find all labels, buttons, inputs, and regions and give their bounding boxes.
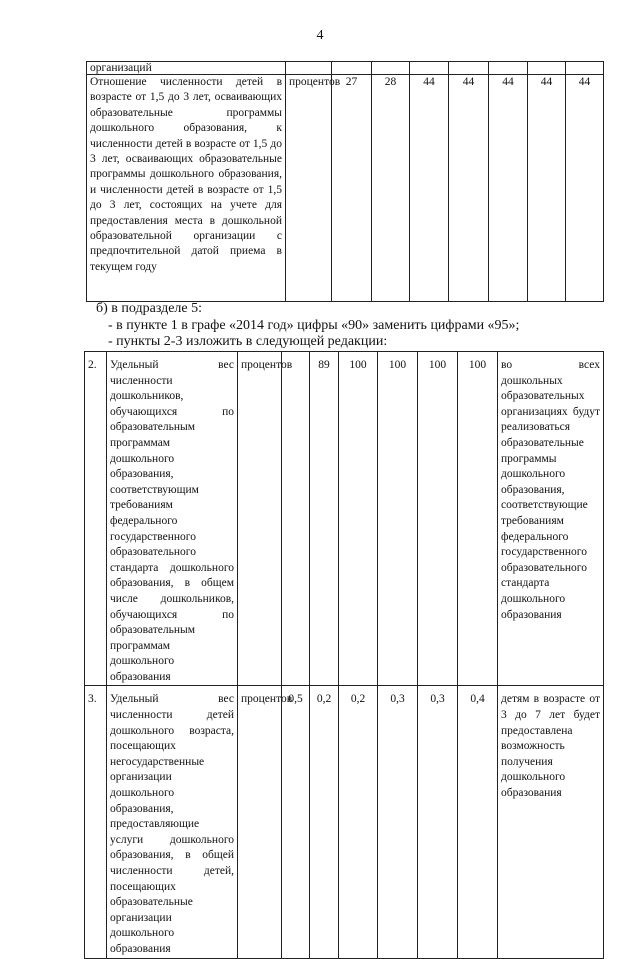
table-cell-unit: процентов [286,75,332,302]
table-cell-value: 89 [310,352,339,686]
table-cell-value: 100 [458,352,498,686]
table-cell-value: 100 [378,352,418,686]
table-cell-indicator: Отношение численности детей в возрасте от 1,5 до 3 лет, осваивающих образовательные программы дошкольного образования, к численности детей в возрасте от 1,5 до 3 лет, осваивающих образовательные программы дошкольного образования, и численности детей в возрасте от 1,5 до 3 лет, состоящих на учете для предоставления места в дошкольной образовательной организации с предпочтительной датой приема в текущем году [87,75,286,302]
table-cell-result: детям в возрасте от 3 до 7 лет будет предоставлена возможность получения дошкольного образования [498,686,604,958]
table-cell-indicator: организаций [87,62,286,75]
page-number: 4 [316,28,324,43]
table-cell-indicator: Удельный вес численности детей дошкольного возраста, посещающих негосударственные организации дошкольного образования, предоставляющие услуги дошкольного образования, в общей численности детей, посещающих образовательные организации дошкольного образования [107,686,238,958]
table-cell-value: 0,2 [339,686,378,958]
table-cell-value [282,352,310,686]
instruction-line: - в пункте 1 в графе «2014 год» цифры «90» заменить цифрами «95»; [108,317,520,333]
table-cell-value: 44 [449,75,489,302]
table-cell-value: 0,2 [310,686,339,958]
table-cell-indicator: Удельный вес численности дошкольников, обучающихся по образовательным программам дошкольного образования, соответствующим требованиям федерального государственного образовательного стандарта дошкольного образования, в общем числе дошкольников, обучающихся по образовательным программам дошкольного образования [107,352,238,686]
table-cell-value: 44 [489,75,528,302]
indicators-table-continued [86,61,604,302]
indicators-table [84,351,604,959]
table-cell-number: 2. [85,352,107,686]
table-cell-value: 0,5 [282,686,310,958]
table-cell-value: 44 [410,75,449,302]
instruction-line: б) в подразделе 5: [96,301,203,316]
table-cell-unit: процентов [238,686,282,958]
table-cell-value: 0,4 [458,686,498,958]
table-row [87,62,604,75]
table-cell-value: 100 [418,352,458,686]
table-cell-value: 100 [339,352,378,686]
table-cell-unit: процентов [238,352,282,686]
table-cell-value: 27 [332,75,372,302]
table-row [85,352,604,686]
amendment-instructions [96,301,616,351]
instruction-line: - пункты 2-3 изложить в следующей редакции: [108,334,388,349]
table-cell-value: 0,3 [418,686,458,958]
table-row [85,686,604,958]
table-cell-value: 28 [372,75,410,302]
table-cell-result: во всех дошкольных образовательных организациях будут реализоваться образовательные программы дошкольного образования, соответствующие требованиям федерального государственного образовательного стандарта дошкольного образования [498,352,604,686]
table-cell-value: 44 [566,75,604,302]
table-cell-number: 3. [85,686,107,958]
table-cell-value: 0,3 [378,686,418,958]
table-cell-value: 44 [528,75,566,302]
table-row [87,75,604,302]
